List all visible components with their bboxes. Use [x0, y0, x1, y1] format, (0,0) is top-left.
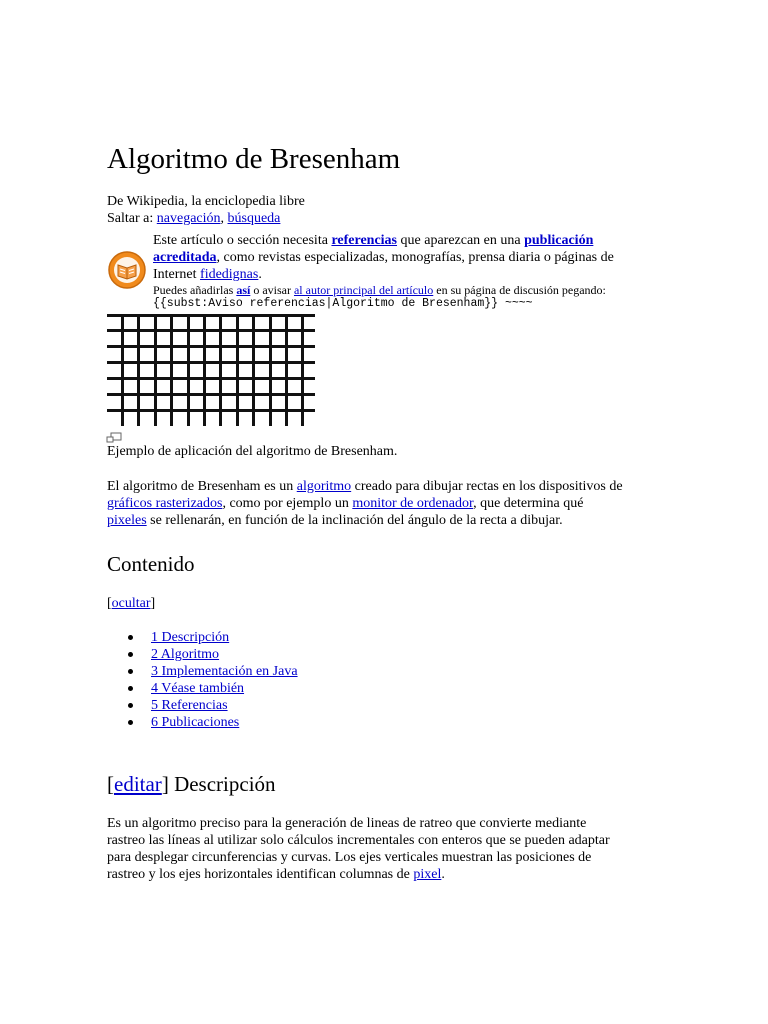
monitor-link[interactable]: monitor de ordenador — [352, 496, 474, 511]
image-caption: Ejemplo de aplicación del algoritmo de Bresenham. — [107, 444, 398, 459]
toc-toggle — [107, 595, 155, 612]
grid-line — [301, 314, 304, 426]
toc-list — [107, 629, 427, 731]
grid-line — [269, 314, 272, 426]
grid-line — [219, 314, 222, 426]
toc-item — [107, 680, 427, 697]
algoritmo-link[interactable]: algoritmo — [296, 479, 352, 494]
grid-line — [203, 314, 206, 426]
notice-text-5: . — [258, 267, 262, 282]
intro-text-5: se rellenarán, en función de la inclinación del ángulo de la recta a dibujar. — [146, 513, 563, 528]
graficos-rasterizados-link[interactable]: gráficos rasterizados — [107, 496, 223, 511]
referencias-link[interactable]: referencias — [331, 233, 398, 248]
references-notice — [107, 232, 667, 312]
section-heading-descripcion — [107, 771, 276, 797]
grid-line — [187, 314, 190, 426]
toc-link-descripcion[interactable]: 1 Descripción — [151, 630, 230, 645]
paragraph-line-text: rastreo y los ejes horizontales identifican columnas de — [107, 867, 414, 882]
toc-item — [107, 646, 427, 663]
grid-line — [285, 314, 288, 426]
toc-link-vease[interactable]: 4 Véase también — [151, 681, 245, 696]
notice-small-3: en su página de discusión pegando: — [433, 283, 606, 297]
grid-line — [154, 314, 157, 426]
jump-navigation-link[interactable]: navegación — [156, 211, 221, 226]
autor-principal-link[interactable]: al autor principal del artículo — [293, 283, 434, 297]
notice-small-text — [153, 283, 606, 298]
grid-line — [252, 314, 255, 426]
intro-text-1: El algoritmo de Bresenham es un — [107, 479, 297, 494]
toc-link-publicaciones[interactable]: 6 Publicaciones — [151, 715, 240, 730]
grid-line — [236, 314, 239, 426]
intro-text-2: creado para dibujar rectas en los dispositivos de — [351, 479, 623, 494]
magnify-icon[interactable] — [106, 431, 122, 443]
pixel-link[interactable]: pixel — [413, 867, 442, 882]
toc-item — [107, 697, 427, 714]
asi-link[interactable]: así — [236, 283, 251, 297]
toc-bracket-close: ] — [150, 596, 156, 611]
notice-code: {{subst:Aviso referencias|Algoritmo de Bresenham}} ~~~~ — [153, 297, 533, 310]
pixeles-link[interactable]: pixeles — [107, 513, 147, 528]
paragraph-line: Es un algoritmo preciso para la generación de lineas de ratreo que convierte mediante — [107, 816, 587, 831]
paragraph-line-end: . — [441, 867, 445, 882]
publicacion-link[interactable]: publicación — [524, 233, 594, 248]
toc-link-implementacion[interactable]: 3 Implementación en Java — [151, 664, 298, 679]
notice-text-3: , como revistas especializadas, monografías, prensa diaria o páginas de — [216, 250, 614, 265]
page-title: Algoritmo de Bresenham — [107, 143, 401, 175]
toc-link-algoritmo[interactable]: 2 Algoritmo — [151, 647, 220, 662]
jump-search-link[interactable]: búsqueda — [227, 211, 281, 226]
paragraph-line: rastreo las líneas al utilizar solo cálculos incrementales con enteros que se pueden adaptar — [107, 833, 610, 848]
toc-item — [107, 629, 427, 646]
descripcion-paragraph — [107, 815, 707, 883]
jump-separator: , — [220, 211, 228, 226]
fidedignas-link[interactable]: fidedignas — [200, 267, 259, 282]
intro-text-3: , como por ejemplo un — [222, 496, 353, 511]
toc-item — [107, 663, 427, 680]
jump-links — [107, 210, 280, 227]
grid-line — [121, 314, 124, 426]
notice-small-2: o avisar — [250, 283, 294, 297]
edit-bracket-close: ] — [161, 772, 169, 796]
acreditada-link[interactable]: acreditada — [153, 250, 217, 265]
grid-line — [137, 314, 140, 426]
paragraph-line — [107, 866, 707, 883]
section-title: Descripción — [168, 772, 276, 796]
paragraph-line: para desplegar circunferencias y curvas. Los ejes verticales muestran las posiciones de — [107, 850, 592, 865]
edit-bracket-open: [ — [107, 772, 114, 796]
notice-small-1: Puedes añadirlas — [153, 283, 237, 297]
notice-text — [153, 232, 673, 283]
book-icon — [107, 250, 147, 290]
notice-text-4: Internet — [153, 267, 201, 282]
edit-section-link[interactable]: editar — [114, 772, 162, 796]
toc-link-referencias[interactable]: 5 Referencias — [151, 698, 228, 713]
notice-text-1: Este artículo o sección necesita — [153, 233, 332, 248]
toc-bracket-open: [ — [107, 596, 112, 611]
site-subtitle: De Wikipedia, la enciclopedia libre — [107, 194, 305, 209]
toc-heading: Contenido — [107, 552, 195, 576]
toc-hide-link[interactable]: ocultar — [111, 596, 151, 611]
intro-paragraph — [107, 478, 687, 529]
bresenham-grid-image[interactable] — [107, 314, 315, 426]
toc-item — [107, 714, 427, 731]
jump-prefix: Saltar a: — [107, 211, 157, 226]
notice-text-2: que aparezcan en una — [397, 233, 525, 248]
grid-line — [170, 314, 173, 426]
intro-text-4: , que determina qué — [473, 496, 584, 511]
